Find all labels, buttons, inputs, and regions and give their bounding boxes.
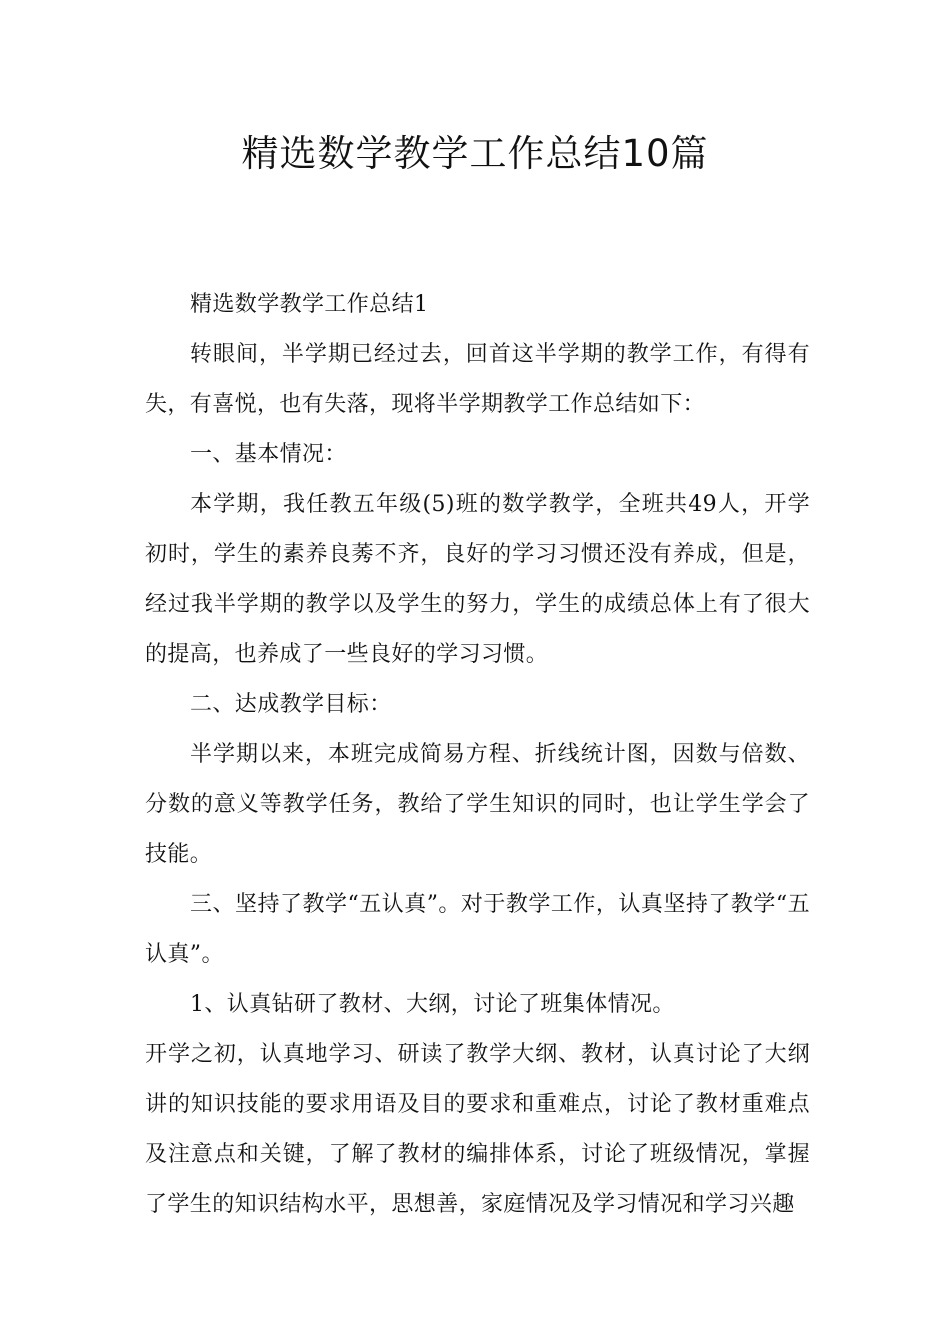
paragraph: 转眼间，半学期已经过去，回首这半学期的教学工作，有得有失，有喜悦，也有失落，现将半学期教学工作总结如下： [145,342,810,417]
paragraph: 本学期，我任教五年级(5)班的数学教学，全班共49人，开学初时，学生的素养良莠不齐，良好的学习习惯还没有养成，但是，经过我半学期的教学以及学生的努力，学生的成绩总体上有了很大的提高，也养成了一些良好的学习习惯。 [145,492,810,667]
section-heading: 二、达成教学目标： [190,692,392,717]
list-item: 1、认真钻研了教材、大纲，讨论了班集体情况。 [190,992,675,1017]
paragraph: 开学之初，认真地学习、研读了教学大纲、教材，认真讨论了大纲讲的知识技能的要求用语及目的要求和重难点，讨论了教材重难点及注意点和关键，了解了教材的编排体系，讨论了班级情况，掌握了学生的知识结构水平，思想善，家庭情况及学习情况和学习兴趣 [145,1042,810,1217]
document-body [145,280,810,1230]
section-heading: 精选数学教学工作总结1 [190,292,429,317]
section-heading: 一、基本情况： [190,442,347,467]
document-title: 精选数学教学工作总结10篇 [241,132,709,175]
paragraph: 半学期以来，本班完成简易方程、折线统计图，因数与倍数、分数的意义等教学任务，教给了学生知识的同时，也让学生学会了技能。 [145,742,810,867]
paragraph: 三、坚持了教学“五认真”。对于教学工作，认真坚持了教学“五认真”。 [145,892,810,967]
